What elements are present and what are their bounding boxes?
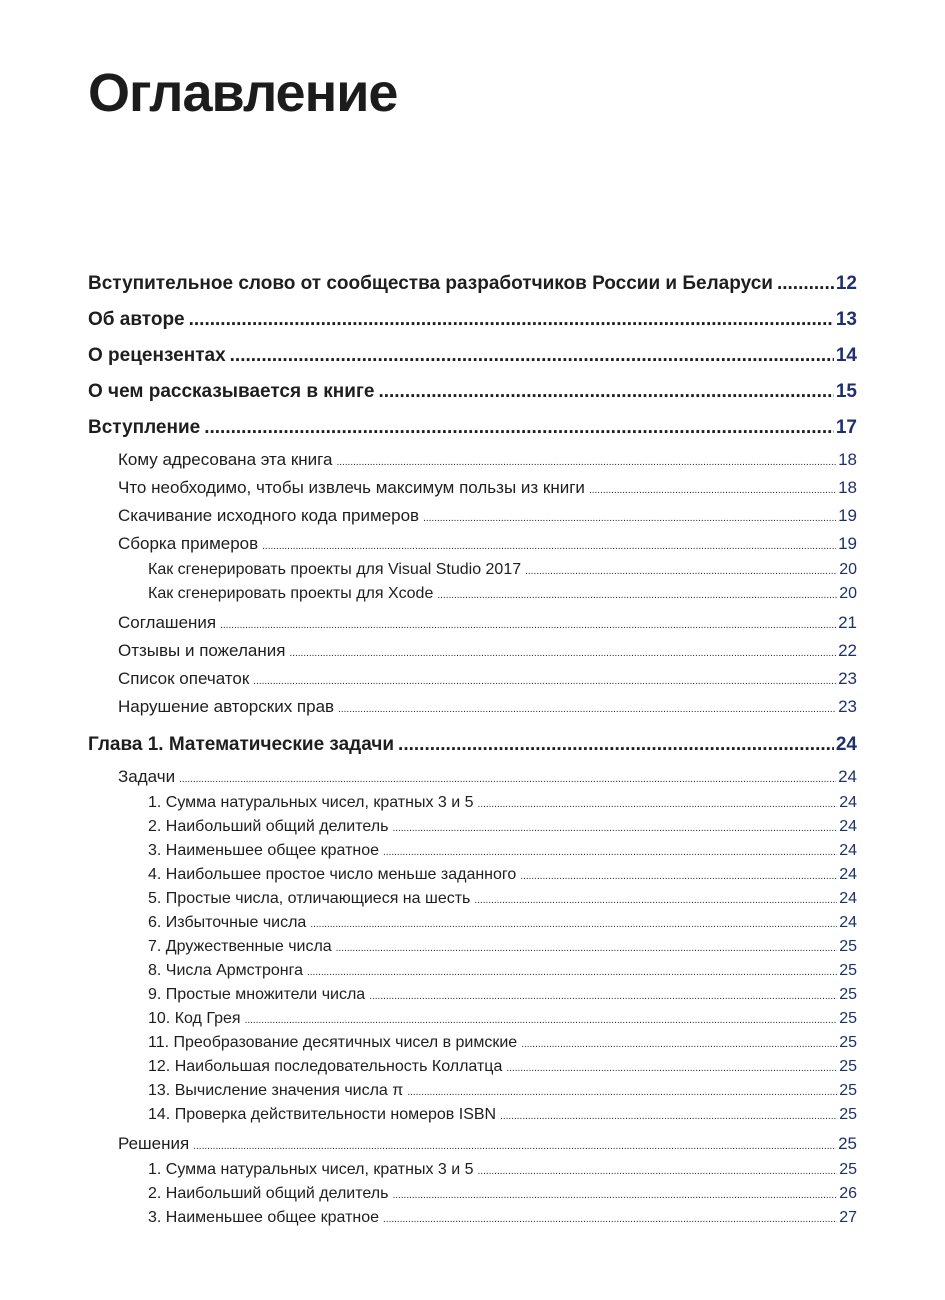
dot-leader	[336, 937, 838, 961]
toc-page-number: 25	[839, 1106, 857, 1123]
toc-page-number: 24	[835, 734, 857, 755]
toc-section-entry[interactable]	[88, 474, 857, 502]
toc-page-number: 23	[838, 697, 857, 716]
toc-page-number: 24	[839, 866, 857, 883]
toc-section-entry[interactable]	[88, 665, 857, 693]
toc-chapter-entry[interactable]	[88, 727, 857, 763]
toc-entry-title: Отзывы и пожелания	[118, 641, 286, 660]
dot-leader	[506, 1057, 837, 1081]
toc-page-number: 23	[838, 669, 857, 688]
dot-leader	[777, 266, 834, 302]
dot-leader	[189, 302, 834, 338]
toc-page-number: 12	[835, 273, 857, 294]
toc-entry-title: Соглашения	[118, 613, 217, 632]
toc-subsection-entry[interactable]	[88, 911, 857, 935]
toc-section-entry[interactable]	[88, 446, 857, 474]
toc-page-number: 20	[839, 561, 857, 578]
toc-entry-title: 3. Наименьшее общее кратное	[148, 842, 380, 859]
toc-entry-title: Сборка примеров	[118, 534, 259, 553]
dot-leader	[407, 1081, 837, 1105]
dot-leader	[520, 865, 837, 889]
toc-entry-title: 5. Простые числа, отличающиеся на шесть	[148, 890, 471, 907]
dot-leader	[193, 1133, 836, 1161]
dot-leader	[398, 727, 834, 763]
toc-page-number: 19	[838, 534, 857, 553]
dot-leader	[378, 374, 833, 410]
toc-entry-title: 3. Наименьшее общее кратное	[148, 1209, 380, 1226]
toc-entry-title: Кому адресована эта книга	[118, 450, 333, 469]
dot-leader	[245, 1009, 838, 1033]
toc-section-entry[interactable]	[88, 609, 857, 637]
toc-subsection-entry[interactable]	[88, 1079, 857, 1103]
toc-page-number: 27	[839, 1209, 857, 1226]
dot-leader	[589, 477, 836, 505]
dot-leader	[383, 841, 837, 865]
toc-entry-title: Вступительное слово от сообщества разработчиков России и Беларуси	[88, 273, 773, 294]
toc-entry-title: 7. Дружественные числа	[148, 938, 332, 955]
toc-page-number: 25	[839, 1010, 857, 1027]
toc-subsection-entry[interactable]	[88, 1158, 857, 1182]
toc-entry-title: Задачи	[118, 767, 176, 786]
toc-entry-title: Как сгенерировать проекты для Xcode	[148, 585, 434, 602]
dot-leader	[437, 584, 837, 608]
dot-leader	[478, 1160, 838, 1184]
dot-leader	[392, 817, 837, 841]
toc-page-number: 24	[839, 890, 857, 907]
toc-entry-title: 10. Код Грея	[148, 1010, 241, 1027]
toc-page-number: 24	[839, 794, 857, 811]
toc-subsection-entry[interactable]	[88, 582, 857, 606]
toc-page-number: 22	[838, 641, 857, 660]
toc-entry-title: Об авторе	[88, 309, 185, 330]
toc-section-entry[interactable]	[88, 637, 857, 665]
toc-subsection-entry[interactable]	[88, 887, 857, 911]
dot-leader	[525, 560, 837, 584]
toc-entry-title: Скачивание исходного кода примеров	[118, 506, 420, 525]
toc-entry-title: О рецензентах	[88, 345, 226, 366]
toc-entry-title: 8. Числа Армстронга	[148, 962, 303, 979]
toc-subsection-entry[interactable]	[88, 935, 857, 959]
toc-page-number: 24	[839, 842, 857, 859]
toc-page-number: 21	[838, 613, 857, 632]
toc-page-number: 17	[835, 417, 857, 438]
dot-leader	[253, 668, 836, 696]
dot-leader	[230, 338, 834, 374]
toc-page-number: 25	[839, 1161, 857, 1178]
toc-page-number: 25	[839, 1058, 857, 1075]
toc-section-entry[interactable]	[88, 693, 857, 721]
toc-entry-title: Нарушение авторских прав	[118, 697, 335, 716]
toc-entry-title: Список опечаток	[118, 669, 250, 688]
toc-entry-title: 4. Наибольшее простое число меньше заданного	[148, 866, 517, 883]
toc-subsection-entry[interactable]	[88, 983, 857, 1007]
dot-leader	[179, 766, 836, 794]
toc-chapter-entry[interactable]	[88, 410, 857, 446]
toc-subsection-entry[interactable]	[88, 558, 857, 582]
toc-entry-title: 2. Наибольший общий делитель	[148, 1185, 389, 1202]
toc-page-number: 25	[838, 1134, 857, 1153]
toc-page-number: 20	[839, 585, 857, 602]
toc-page-number: 24	[839, 914, 857, 931]
toc-subsection-entry[interactable]	[88, 959, 857, 983]
dot-leader	[478, 793, 838, 817]
dot-leader	[310, 913, 837, 937]
toc-entry-title: 2. Наибольший общий делитель	[148, 818, 389, 835]
page-title: Оглавление	[88, 63, 398, 123]
toc-entry-title: 14. Проверка действительности номеров ISBN	[148, 1106, 497, 1123]
toc-chapter-entry[interactable]	[88, 266, 857, 302]
toc-chapter-entry[interactable]	[88, 338, 857, 374]
toc-page-number: 24	[839, 818, 857, 835]
toc-page-number: 25	[839, 1034, 857, 1051]
toc-page-number: 18	[838, 478, 857, 497]
toc-entry-title: Глава 1. Математические задачи	[88, 734, 395, 755]
toc-section-entry[interactable]	[88, 763, 857, 791]
toc-page-number: 13	[835, 309, 857, 330]
toc-subsection-entry[interactable]	[88, 863, 857, 887]
toc-entry-title: О чем рассказывается в книге	[88, 381, 375, 402]
dot-leader	[220, 612, 836, 640]
toc-page-number: 24	[838, 767, 857, 786]
dot-leader	[289, 640, 836, 668]
dot-leader	[338, 696, 836, 724]
toc-section-entry[interactable]	[88, 530, 857, 558]
toc-chapter-entry[interactable]	[88, 302, 857, 338]
toc-entry-title: Как сгенерировать проекты для Visual Studio 2017	[148, 561, 522, 578]
toc-page-number: 25	[839, 1082, 857, 1099]
toc-entry-title: Решения	[118, 1134, 190, 1153]
toc-subsection-entry[interactable]	[88, 1182, 857, 1206]
toc-subsection-entry[interactable]	[88, 1055, 857, 1079]
toc-entry-title: 12. Наибольшая последовательность Коллатца	[148, 1058, 503, 1075]
toc-page-number: 25	[839, 938, 857, 955]
toc-subsection-entry[interactable]	[88, 1103, 857, 1127]
toc-entry-title: Вступление	[88, 417, 201, 438]
toc-subsection-entry[interactable]	[88, 1206, 857, 1230]
toc-entry-title: 1. Сумма натуральных чисел, кратных 3 и 5	[148, 1161, 474, 1178]
toc-page-number: 25	[839, 962, 857, 979]
toc-entry-title: 13. Вычисление значения числа π	[148, 1082, 404, 1099]
toc-subsection-entry[interactable]	[88, 815, 857, 839]
toc-subsection-entry[interactable]	[88, 839, 857, 863]
toc-section-entry[interactable]	[88, 1130, 857, 1158]
toc-page-number: 19	[838, 506, 857, 525]
toc-entry-title: 6. Избыточные числа	[148, 914, 307, 931]
toc-subsection-entry[interactable]	[88, 1007, 857, 1031]
dot-leader	[262, 533, 836, 561]
dot-leader	[383, 1208, 837, 1232]
dot-leader	[392, 1184, 837, 1208]
dot-leader	[307, 961, 837, 985]
toc-entry-title: 1. Сумма натуральных чисел, кратных 3 и 5	[148, 794, 474, 811]
toc-entry-title: 9. Простые множители числа	[148, 986, 366, 1003]
toc-page-number: 25	[839, 986, 857, 1003]
toc-subsection-entry[interactable]	[88, 1031, 857, 1055]
dot-leader	[474, 889, 837, 913]
dot-leader	[423, 505, 836, 533]
toc-page-number: 26	[839, 1185, 857, 1202]
dot-leader	[204, 410, 834, 446]
dot-leader	[521, 1033, 837, 1057]
dot-leader	[336, 449, 836, 477]
toc-entry-title: Что необходимо, чтобы извлечь максимум пользы из книги	[118, 478, 585, 497]
toc-page-number: 18	[838, 450, 857, 469]
toc-page-number: 15	[835, 381, 857, 402]
toc-section-entry[interactable]	[88, 502, 857, 530]
toc-chapter-entry[interactable]	[88, 374, 857, 410]
dot-leader	[369, 985, 837, 1009]
dot-leader	[500, 1105, 837, 1129]
toc-subsection-entry[interactable]	[88, 791, 857, 815]
toc-entry-title: 11. Преобразование десятичных чисел в римские	[148, 1034, 518, 1051]
table-of-contents	[88, 266, 857, 1230]
toc-page-number: 14	[835, 345, 857, 366]
